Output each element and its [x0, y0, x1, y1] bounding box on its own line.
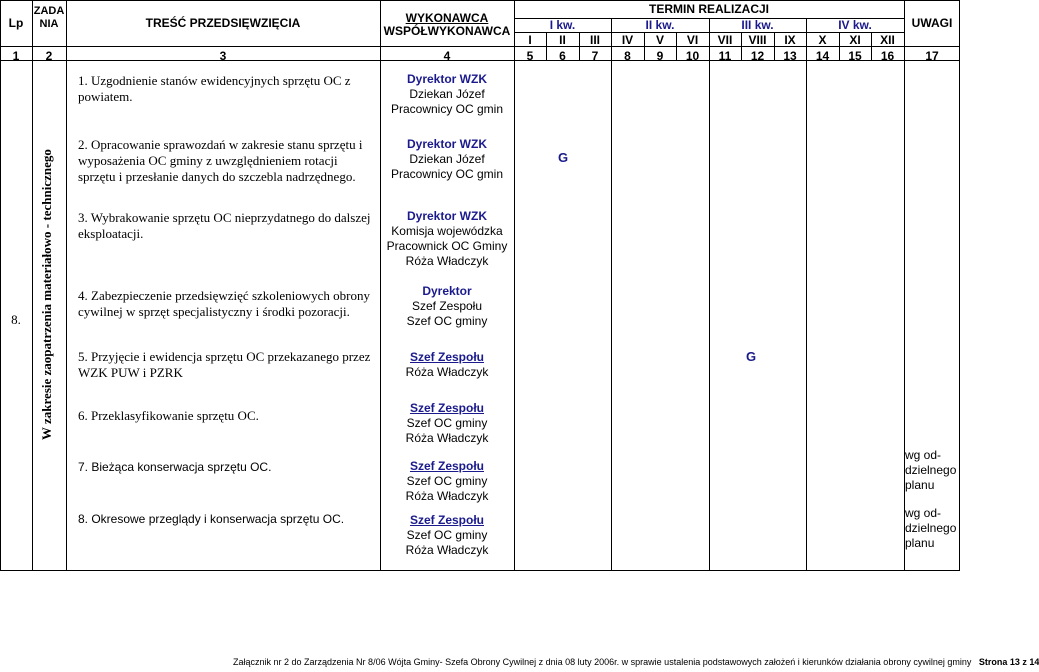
executor-line: Dyrektor WZK: [406, 137, 487, 151]
executor-line: Komisja wojewódzka: [391, 224, 503, 238]
column-number: 1: [12, 49, 20, 63]
executor-line: Szef OC gminy: [406, 528, 488, 542]
column-number: 2: [45, 49, 53, 63]
header-zada: ZADA: [33, 5, 65, 17]
grid-line: [0, 0, 1, 570]
executor-line: Szef OC gminy: [406, 314, 488, 328]
task-text: 1. Uzgodnienie stanów ewidencyjnych sprzętu OC z powiatem.: [78, 73, 351, 104]
grid-line: [0, 570, 960, 571]
row-category: W zakresie zaopatrzenia materiałowo - technicznego: [39, 149, 54, 440]
task-remarks: wg od-dzielnego planu: [905, 506, 957, 550]
executor-line: Szef OC gminy: [406, 416, 488, 430]
column-number: 4: [443, 49, 451, 63]
task-text: 8. Okresowe przeglądy i konserwacja sprzętu OC.: [78, 512, 345, 526]
header-month: XI: [849, 33, 861, 47]
header-month: IV: [621, 33, 634, 47]
executor-line: Róża Władczyk: [405, 543, 489, 557]
task-text: 2. Opracowanie sprawozdań w zakresie stanu sprzętu i wyposażenia OC gminy z uwzględnieniem rotacji sprzętu i przesłanie danych do szczebla nadrzędnego.: [78, 137, 363, 184]
column-number: 7: [591, 49, 599, 63]
executor-line: Róża Władczyk: [405, 431, 489, 445]
column-number: 5: [526, 49, 534, 63]
header-nia: NIA: [39, 18, 59, 30]
executor-line: Pracownicy OC gmin: [390, 102, 504, 116]
header-month: II: [559, 33, 566, 47]
header-month: X: [818, 33, 827, 47]
header-quarter: IV kw.: [838, 18, 872, 32]
task-executor: [380, 513, 514, 558]
header-uwagi: UWAGI: [911, 16, 953, 30]
executor-line: Szef Zespołu: [409, 513, 484, 527]
header-quarter: III kw.: [741, 18, 774, 32]
footer-page: Strona 13 z 14: [978, 657, 1039, 667]
executor-line: Róża Władczyk: [405, 489, 489, 503]
executor-line: Dyrektor WZK: [406, 72, 487, 86]
executor-line: Pracownicy OC gmin: [390, 167, 504, 181]
grid-line: [611, 18, 612, 570]
task-executor: [380, 401, 514, 446]
grid-line: [959, 0, 960, 570]
schedule-mark: G: [746, 349, 757, 364]
page-footer: [233, 657, 1039, 667]
task-text: 5. Przyjęcie i ewidencja sprzętu OC przekazanego przez WZK PUW i PZRK: [78, 349, 371, 380]
grid-line: [806, 18, 807, 570]
column-number: 17: [925, 49, 939, 63]
column-number: 9: [656, 49, 664, 63]
grid-line: [0, 0, 960, 1]
column-number: 12: [750, 49, 765, 63]
header-month: V: [655, 33, 664, 47]
column-number: 6: [559, 49, 566, 63]
header-month: VII: [717, 33, 733, 47]
executor-line: Róża Władczyk: [405, 365, 489, 379]
header-wykonawca: WYKONAWCA: [405, 11, 489, 25]
executor-line: Róża Władczyk: [405, 254, 489, 268]
header-quarter: I kw.: [549, 18, 576, 32]
grid-line: [32, 0, 33, 570]
column-number: 3: [219, 49, 227, 63]
executor-line: Pracownick OC Gminy: [386, 239, 508, 253]
executor-line: Szef Zespołu: [409, 459, 484, 473]
executor-line: Szef Zespołu: [409, 401, 484, 415]
header-tresc: TREŚĆ PRZEDSIĘWZIĘCIA: [145, 16, 301, 30]
column-number: 10: [685, 49, 700, 63]
column-number: 14: [815, 49, 830, 63]
grid-line: [709, 18, 710, 570]
task-executor: [380, 137, 514, 182]
task-executor: [380, 459, 514, 504]
task-executor: [380, 350, 514, 380]
header-month: III: [589, 33, 600, 47]
executor-line: Szef OC gminy: [406, 474, 488, 488]
executor-line: Szef Zespołu: [411, 299, 483, 313]
executor-line: Dyrektor: [422, 284, 472, 298]
header-month: VI: [686, 33, 699, 47]
header-quarter: II kw.: [645, 18, 675, 32]
task-text: 4. Zabezpieczenie przedsięwzięć szkoleniowych obrony cywilnej w sprzęt specjalistyczny i środki pozoracji.: [78, 288, 371, 319]
header-wspolwykonawca: WSPÓŁWYKONAWCA: [383, 24, 511, 38]
grid-line: [66, 0, 67, 570]
grid-line: [514, 0, 515, 570]
task-text: 6. Przeklasyfikowanie sprzętu OC.: [78, 408, 259, 423]
column-number: 16: [880, 49, 895, 63]
column-number: 11: [718, 49, 732, 63]
executor-line: Szef Zespołu: [409, 350, 484, 364]
task-text: 7. Bieżąca konserwacja sprzętu OC.: [78, 460, 272, 474]
task-executor: [380, 209, 514, 269]
executor-line: Dziekan Józef: [409, 87, 485, 101]
header-lp: Lp: [8, 16, 24, 30]
header-termin: TERMIN REALIZACJI: [649, 2, 769, 16]
column-number: 8: [624, 49, 631, 63]
executor-line: Dyrektor WZK: [406, 209, 487, 223]
header-month: VIII: [748, 33, 767, 47]
header-month: XII: [880, 33, 895, 47]
header-month: IX: [784, 33, 796, 47]
task-executor: [380, 72, 514, 117]
schedule-mark: G: [558, 150, 569, 165]
task-executor: [380, 284, 514, 329]
header-month: I: [528, 33, 532, 47]
task-text: 3. Wybrakowanie sprzętu OC nieprzydatnego do dalszej eksploatacji.: [78, 210, 371, 241]
column-number: 13: [783, 49, 797, 63]
task-remarks: wg od-dzielnego planu: [905, 448, 957, 492]
row-lp: 8.: [11, 312, 21, 327]
footer-text: Załącznik nr 2 do Zarządzenia Nr 8/06 Wójta Gminy- Szefa Obrony Cywilnej z dnia 08 luty 2006r. w sprawie ustalenia podstawowych założeń i kierunków działania obrony cywilnej gminy: [233, 657, 972, 667]
executor-line: Dziekan Józef: [409, 152, 485, 166]
column-number: 15: [848, 49, 862, 63]
